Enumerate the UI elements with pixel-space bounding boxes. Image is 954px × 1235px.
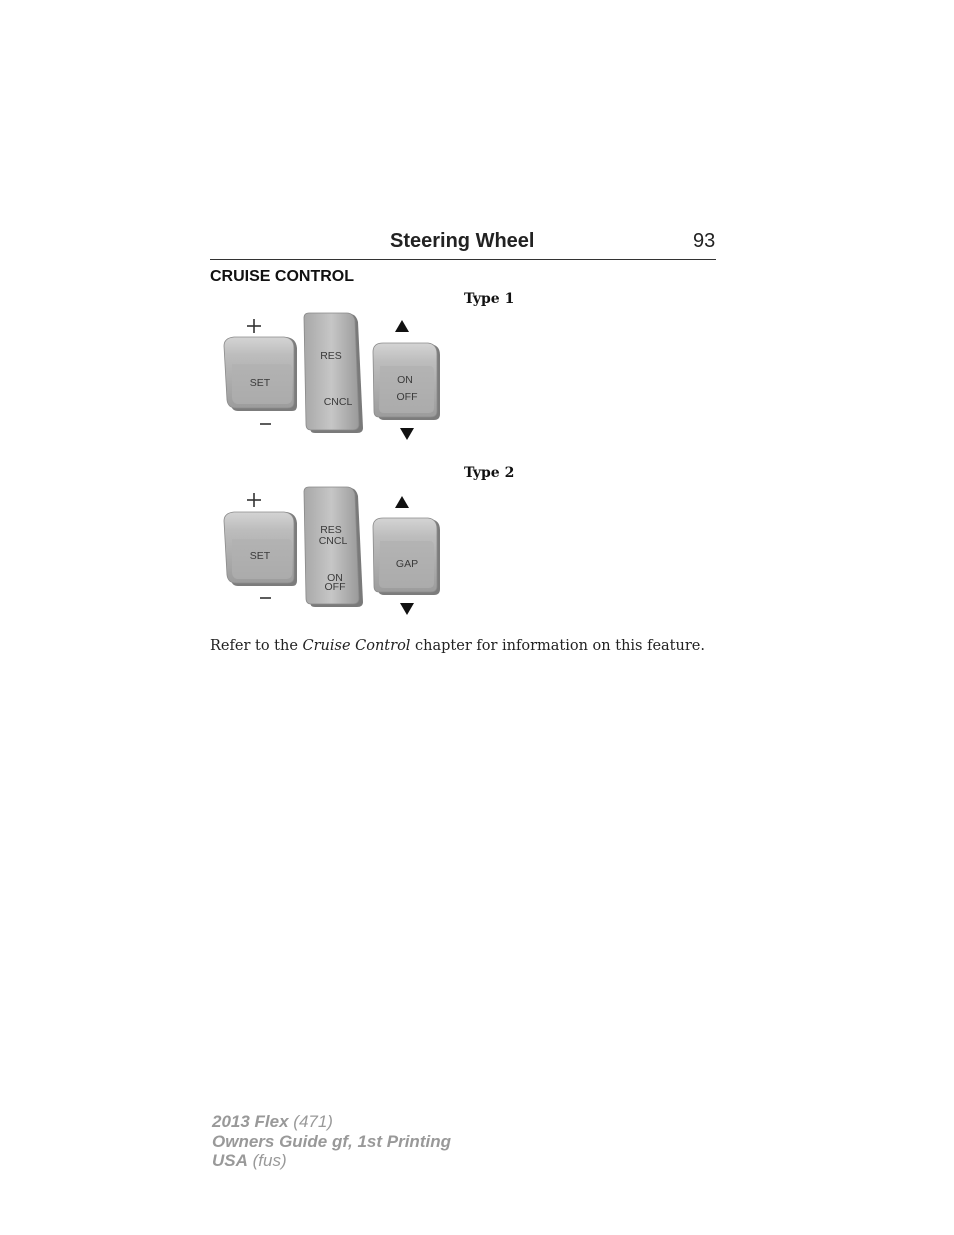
footer-model-line	[212, 1112, 451, 1132]
off-label: OFF	[324, 581, 346, 593]
footer-guide-text: Owners Guide gf, 1st Printing	[212, 1131, 451, 1151]
footer-region-code: (fus)	[247, 1151, 287, 1170]
set-button-label: SET	[249, 377, 271, 389]
arrow-up-icon	[395, 320, 409, 332]
body-text-after: chapter for information on this feature.	[410, 638, 705, 654]
on-label: ON	[327, 572, 343, 584]
set-button-label: SET	[249, 550, 271, 562]
gap-label: GAP	[395, 558, 419, 570]
type-2-label: Type 2	[464, 465, 515, 481]
gap-button[interactable]	[373, 518, 440, 595]
cruise-control-type-2-figure	[218, 484, 448, 619]
plus-icon	[247, 493, 261, 507]
off-label: OFF	[396, 391, 418, 403]
res-label: RES	[320, 350, 342, 362]
res-label: RES	[320, 524, 342, 536]
cruise-control-reference: Cruise Control	[302, 638, 411, 654]
arrow-down-icon	[400, 428, 414, 440]
cruise-control-type-1-figure	[218, 310, 448, 445]
res-cncl-button[interactable]	[304, 313, 363, 433]
footer-region-name: USA	[212, 1151, 248, 1170]
body-text-before: Refer to the	[210, 638, 303, 654]
header-divider	[210, 259, 716, 260]
section-heading: CRUISE CONTROL	[210, 268, 354, 285]
chapter-title: Steering Wheel	[390, 230, 535, 252]
on-off-button[interactable]	[373, 343, 440, 420]
footer	[212, 1112, 451, 1171]
set-button[interactable]	[224, 337, 297, 411]
footer-model-code: (471)	[288, 1112, 333, 1131]
type-1-label: Type 1	[464, 291, 515, 307]
cncl-label: CNCL	[318, 535, 348, 547]
plus-icon	[247, 319, 261, 333]
footer-guide-line	[212, 1132, 451, 1152]
on-label: ON	[397, 374, 413, 386]
footer-model-name: 2013 Flex	[212, 1112, 289, 1131]
arrow-up-icon	[395, 496, 409, 508]
set-button[interactable]	[224, 512, 297, 586]
res-cncl-on-off-button[interactable]	[304, 487, 363, 607]
arrow-down-icon	[400, 603, 414, 615]
footer-region-line	[212, 1151, 451, 1171]
cncl-label: CNCL	[323, 396, 353, 408]
page-number: 93	[693, 230, 716, 252]
body-paragraph	[210, 638, 705, 654]
